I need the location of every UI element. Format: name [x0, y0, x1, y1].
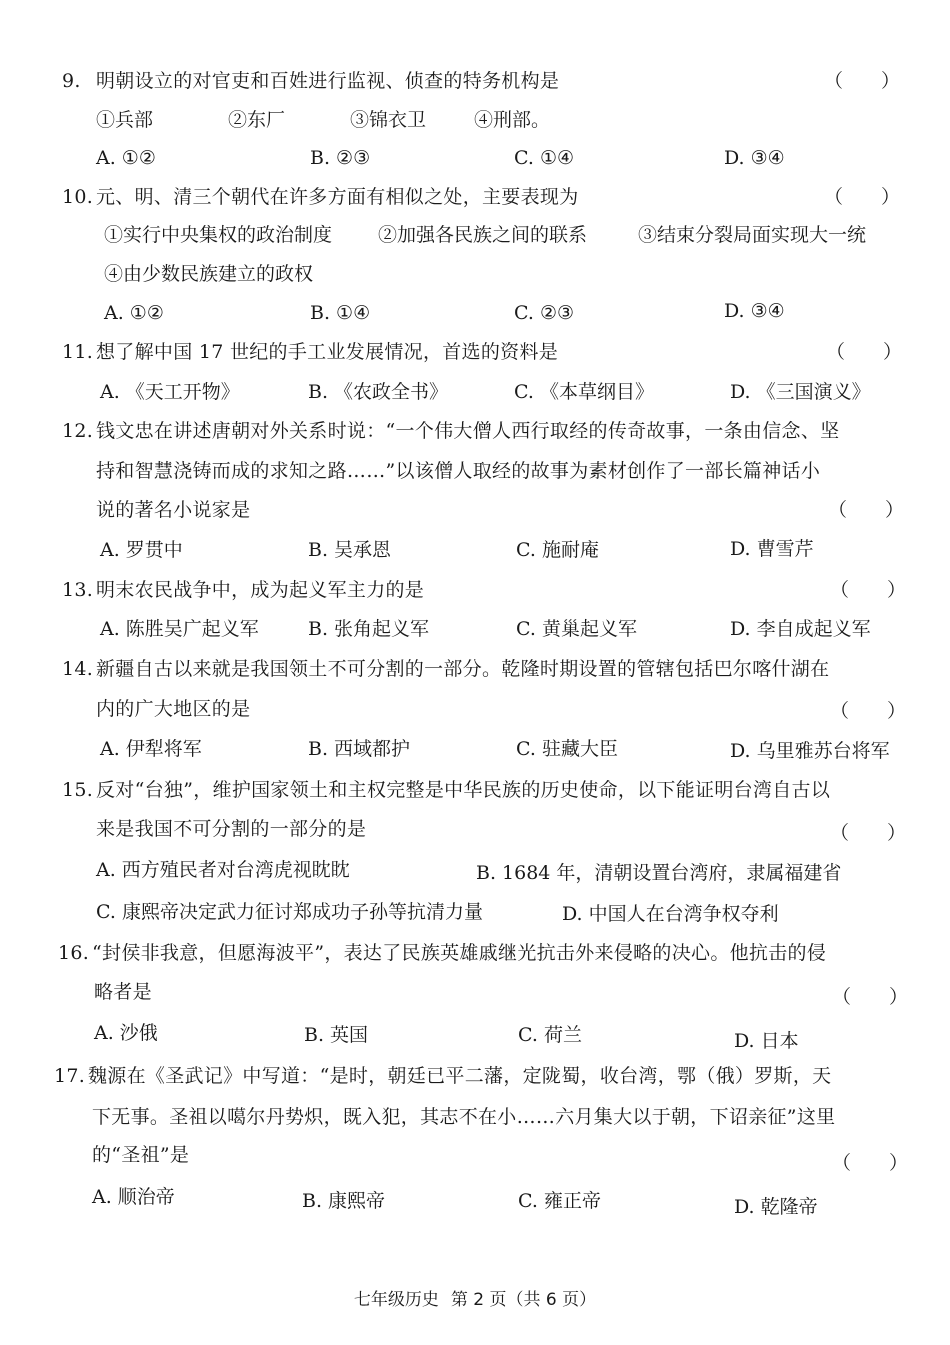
question-text: 新疆自古以来就是我国领土不可分割的一部分。乾隆时期设置的管辖包括巴尔喀什湖在: [96, 658, 830, 680]
option-a: A. 顺治帝: [92, 1186, 175, 1208]
question-number: 12.: [62, 420, 94, 442]
question-number: 17.: [54, 1065, 86, 1087]
answer-blank: （ ）: [824, 186, 901, 208]
question-9-stem: [62, 68, 559, 94]
answer-blank: （ ）: [832, 986, 909, 1008]
question-17-stem-line-2: 下无事。圣祖以噶尔丹势炽，既入犯，其志不在小……六月集大以于朝，下诏亲征”这里: [92, 1106, 836, 1128]
answer-blank: （ ）: [824, 70, 901, 92]
question-13-stem: [62, 577, 424, 603]
answer-blank: （ ）: [830, 579, 907, 601]
question-17-stem-line-3: 的“圣祖”是: [92, 1144, 190, 1166]
option-c: C. 雍正帝: [518, 1190, 601, 1212]
option-c: C. 黄巢起义军: [516, 618, 637, 640]
question-number: 9.: [62, 70, 81, 92]
question-16-stem-line-1: [58, 940, 826, 966]
option-d: D. 李自成起义军: [730, 618, 871, 640]
option-b: B. 英国: [304, 1024, 369, 1046]
option-b: B. ①④: [310, 302, 371, 324]
option-c: C. 施耐庵: [516, 539, 599, 561]
option-c: C. 驻藏大臣: [516, 738, 618, 760]
question-number: 10.: [62, 186, 94, 208]
question-16-stem-line-2: 略者是: [94, 981, 152, 1003]
option-b: B. ②③: [310, 147, 371, 169]
answer-blank: （ ）: [830, 822, 907, 844]
question-10-stem: [62, 184, 579, 210]
question-10-item-4: ④由少数民族建立的政权: [104, 263, 314, 285]
option-d: D. 曹雪芹: [730, 538, 814, 560]
question-text: 反对“台独”，维护国家领土和主权完整是中华民族的历史使命，以下能证明台湾自古以: [96, 779, 831, 801]
option-a: A. ①②: [96, 147, 156, 169]
option-d: D. 乾隆帝: [734, 1196, 818, 1218]
question-9-item-3: ③锦衣卫: [350, 109, 427, 131]
answer-blank: （ ）: [832, 1152, 909, 1174]
option-b: B. 1684 年，清朝设置台湾府，隶属福建省: [476, 862, 842, 884]
option-a: A. 《天工开物》: [100, 381, 240, 403]
question-11-stem: [62, 339, 558, 365]
option-a: A. ①②: [104, 302, 164, 324]
answer-blank: （ ）: [830, 700, 907, 722]
option-a: A. 沙俄: [94, 1022, 158, 1044]
option-d: D. 中国人在台湾争权夺利: [562, 903, 779, 925]
question-14-stem-line-2: 内的广大地区的是: [96, 698, 251, 720]
option-b: B. 《农政全书》: [308, 381, 449, 403]
question-9-item-4: ④刑部。: [474, 109, 551, 131]
question-12-stem-line-2: 持和智慧浇铸而成的求知之路……”以该僧人取经的故事为素材创作了一部长篇神话小: [96, 460, 821, 482]
question-text: 明朝设立的对官吏和百姓进行监视、侦查的特务机构是: [96, 70, 560, 92]
question-17-stem-line-1: [54, 1063, 831, 1089]
question-number: 11.: [62, 341, 94, 363]
option-a: A. 伊犁将军: [100, 738, 202, 760]
option-c: C. 康熙帝决定武力征讨郑成功子孙等抗清力量: [96, 901, 483, 923]
question-14-stem-line-1: [62, 656, 829, 682]
option-a: A. 西方殖民者对台湾虎视眈眈: [96, 859, 350, 881]
question-9-item-2: ②东厂: [228, 109, 286, 131]
question-9-item-1: ①兵部: [96, 109, 154, 131]
option-d: D. ③④: [724, 300, 785, 322]
question-10-item-3: ③结束分裂局面实现大一统: [638, 224, 867, 246]
option-b: B. 康熙帝: [302, 1190, 386, 1212]
option-b: B. 西域都护: [308, 738, 411, 760]
answer-blank: （ ）: [828, 499, 905, 521]
option-c: C. 荷兰: [518, 1024, 582, 1046]
option-a: A. 罗贯中: [100, 539, 183, 561]
question-text: 元、明、清三个朝代在许多方面有相似之处，主要表现为: [96, 186, 579, 208]
question-12-stem-line-3: 说的著名小说家是: [96, 499, 251, 521]
option-c: C. 《本草纲目》: [514, 381, 654, 403]
option-d: D. 日本: [734, 1030, 799, 1052]
question-number: 14.: [62, 658, 94, 680]
question-text: “封侯非我意，但愿海波平”，表达了民族英雄戚继光抗击外来侵略的决心。他抗击的侵: [92, 942, 827, 964]
question-10-item-2: ②加强各民族之间的联系: [378, 224, 588, 246]
footer-subject: 七年级历史: [353, 1290, 439, 1310]
option-d: D. ③④: [724, 147, 785, 169]
option-b: B. 吴承恩: [308, 539, 392, 561]
option-b: B. 张角起义军: [308, 618, 430, 640]
option-a: A. 陈胜吴广起义军: [100, 618, 259, 640]
answer-blank: （ ）: [826, 341, 903, 363]
question-text: 钱文忠在讲述唐朝对外关系时说：“一个伟大僧人西行取经的传奇故事，一条由信念、坚: [96, 420, 840, 442]
option-d: D. 乌里雅苏台将军: [730, 740, 890, 762]
question-15-stem-line-2: 来是我国不可分割的一部分的是: [96, 818, 367, 840]
footer-page-number: 第 2 页（共 6 页）: [450, 1290, 597, 1310]
question-10-item-1: ①实行中央集权的政治制度: [104, 224, 333, 246]
question-number: 15.: [62, 779, 94, 801]
question-15-stem-line-1: [62, 777, 830, 803]
question-text: 明末农民战争中，成为起义军主力的是: [96, 579, 425, 601]
question-text: 想了解中国 17 世纪的手工业发展情况，首选的资料是: [96, 341, 559, 363]
page-footer: [0, 1288, 950, 1312]
question-12-stem-line-1: [62, 418, 839, 444]
option-d: D. 《三国演义》: [730, 381, 871, 403]
option-c: C. ②③: [514, 302, 575, 324]
question-number: 13.: [62, 579, 94, 601]
question-text: 魏源在《圣武记》中写道：“是时，朝廷已平二藩，定陇蜀，收台湾，鄂（俄）罗斯，天: [88, 1065, 832, 1087]
question-number: 16.: [58, 942, 90, 964]
option-c: C. ①④: [514, 147, 575, 169]
